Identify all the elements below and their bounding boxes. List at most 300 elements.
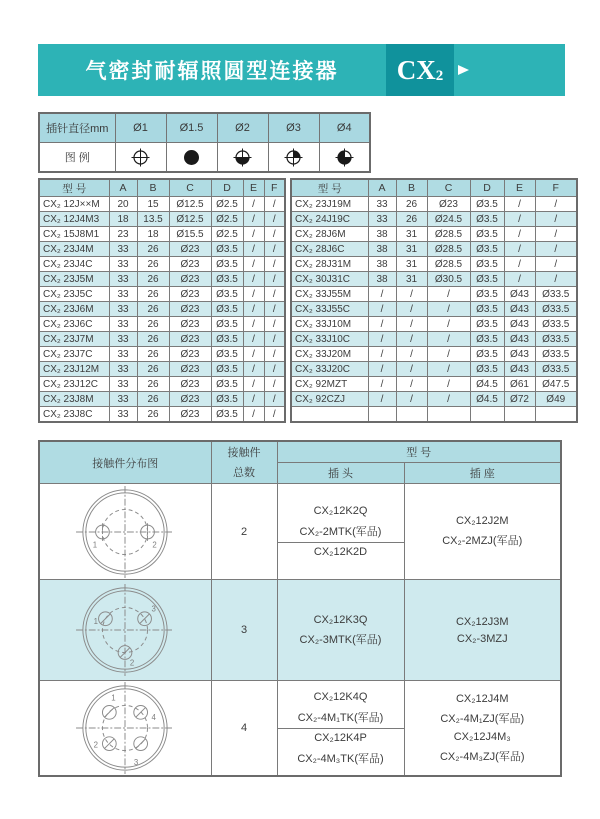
count-header-line2: 总数 [233,466,255,479]
dim-a-cell: 33 [109,302,137,317]
dim-b-cell: 26 [137,257,169,272]
dim-d-cell: Ø3.5 [470,317,504,332]
spec-row [291,317,577,332]
dim-a-cell: 33 [109,347,137,362]
socket-model: CX₂-4M₁ZJ(军品) [440,712,525,725]
dim-b-cell: 26 [396,212,427,227]
spec-table-left [38,178,286,423]
dim-c-cell: Ø23 [169,257,211,272]
dim-e-cell: Ø43 [504,317,535,332]
col-header-model: 型 号 [39,179,109,197]
arrow-right-icon [458,65,469,75]
dim-e-cell: / [243,407,264,423]
dim-c-cell: Ø23 [169,362,211,377]
plug-model: CX₂-3MTK(军品) [299,633,382,646]
dim-f-cell: / [535,212,577,227]
dim-c-cell: Ø23 [169,317,211,332]
dim-d-cell: Ø3.5 [211,362,243,377]
col-header-socket: 插 座 [404,463,561,484]
dim-b-cell: / [396,302,427,317]
dim-e-cell: / [243,287,264,302]
diameter-value: Ø1.5 [166,113,217,143]
plug-model: CX₂12K4P [314,731,367,744]
dim-c-cell: Ø12.5 [169,197,211,212]
socket-model: CX₂-3MZJ [456,632,508,645]
col-header-b: B [396,179,427,197]
dim-e-cell: Ø43 [504,332,535,347]
dim-e-cell: Ø43 [504,302,535,317]
pin-label: 3 [151,604,157,614]
col-header-d: D [211,179,243,197]
dim-d-cell: Ø3.5 [470,242,504,257]
dim-b-cell: 26 [137,302,169,317]
dim-f-cell: / [535,227,577,242]
dim-a-cell: / [368,317,396,332]
dim-b-cell: 26 [137,377,169,392]
dim-c-cell: / [427,362,470,377]
model-cell: CX₂ 92CZJ [291,392,368,407]
dim-f-cell: / [535,197,577,212]
spec-row [291,272,577,287]
dim-c-cell: / [427,332,470,347]
spec-row [39,392,285,407]
dim-b-cell: 26 [137,242,169,257]
model-cell: CX₂ 30J31C [291,272,368,287]
pin-diameter-header-row [39,113,370,143]
dim-f-cell: / [535,242,577,257]
contact-row-3pin [39,580,561,681]
dim-c-cell: Ø23 [169,287,211,302]
dim-d-cell: Ø4.5 [470,377,504,392]
dim-f-cell: Ø33.5 [535,302,577,317]
legend-label: 图 例 [39,143,115,173]
model-cell: CX₂ 23J19M [291,197,368,212]
dim-f-cell: / [264,197,285,212]
plug-model: CX₂-2MTK(军品) [299,526,382,538]
dim-c-cell: Ø12.5 [169,212,211,227]
dim-a-cell: / [368,362,396,377]
dim-c-cell: / [427,347,470,362]
col-header-f: F [535,179,577,197]
dim-e-cell: Ø72 [504,392,535,407]
plug-model: CX₂12K2Q [313,505,368,517]
dim-b-cell: 31 [396,242,427,257]
dim-c-cell: Ø28.5 [427,227,470,242]
dim-e-cell: Ø43 [504,362,535,377]
spec-row [291,392,577,407]
model-cell: CX₂ 23J4M [39,242,109,257]
plug-model: CX₂12K3Q [313,613,368,626]
spec-row [291,332,577,347]
series-subscript: 2 [435,67,444,84]
model-cell: CX₂ 23J6C [39,317,109,332]
pin-diameter-label: 插针直径mm [39,113,115,143]
pin-label: 2 [152,540,158,550]
pin-label: 1 [92,540,98,550]
dim-e-cell: / [504,257,535,272]
col-header-f: F [264,179,285,197]
dim-a-cell: 38 [368,272,396,287]
contact-count: 3 [211,580,277,681]
dim-c-cell: Ø28.5 [427,257,470,272]
crosshair-open-circle-icon [131,148,150,167]
contact-diagram-4pin [66,681,184,775]
model-cell: CX₂ 23J7C [39,347,109,362]
dim-b-cell: 26 [137,347,169,362]
dim-d-cell: Ø3.5 [211,347,243,362]
dim-e-cell: / [243,392,264,407]
dim-a-cell: / [368,392,396,407]
dim-d-cell: Ø3.5 [211,377,243,392]
col-header-e: E [504,179,535,197]
dim-d-cell: Ø2.5 [211,197,243,212]
model-cell: CX₂ 33J20C [291,362,368,377]
dim-d-cell: Ø3.5 [211,287,243,302]
socket-model: CX₂-2MZJ(军品) [442,535,523,547]
legend-row [39,143,370,173]
dim-c-cell: / [427,377,470,392]
diameter-value: Ø4 [319,113,370,143]
model-cell: CX₂ 23J5C [39,287,109,302]
plug-model: CX₂12K4Q [313,690,368,703]
spec-row [39,332,285,347]
page-title: 气密封耐辐照圆型连接器 [85,60,339,83]
spec-row [291,257,577,272]
spec-header-row [39,179,285,197]
contact-row-4pin [39,681,561,777]
dim-f-cell: / [535,257,577,272]
dim-f-cell: Ø33.5 [535,362,577,377]
dim-a-cell: / [368,377,396,392]
dim-d-cell: Ø2.5 [211,227,243,242]
dim-a-cell: 33 [109,362,137,377]
plug-model: CX₂12K2D [313,546,368,558]
dim-b-cell: / [396,377,427,392]
dim-f-cell: Ø47.5 [535,377,577,392]
model-cell: CX₂ 12J××M [39,197,109,212]
spec-row [291,362,577,377]
dim-e-cell: / [243,197,264,212]
dim-f-cell: / [264,362,285,377]
dim-a-cell: 33 [109,407,137,423]
dim-d-cell: Ø3.5 [211,302,243,317]
col-header-e: E [243,179,264,197]
dim-e-cell: / [504,197,535,212]
dim-b-cell: 26 [137,272,169,287]
spec-row [39,197,285,212]
dim-a-cell: / [368,347,396,362]
col-header-b: B [137,179,169,197]
diameter-value: Ø1 [115,113,166,143]
dim-f-cell: / [264,332,285,347]
dim-d-cell: Ø3.5 [211,407,243,423]
dim-d-cell: Ø3.5 [211,392,243,407]
model-cell: CX₂ 33J10M [291,317,368,332]
contact-header-row-1 [39,441,561,463]
dim-e-cell: / [243,332,264,347]
dim-d-cell: Ø3.5 [470,272,504,287]
contact-count: 2 [211,484,277,580]
model-cell: CX₂ 23J8M [39,392,109,407]
dim-c-cell: Ø15.5 [169,227,211,242]
dim-e-cell: Ø43 [504,287,535,302]
dim-a-cell: / [368,302,396,317]
dim-e-cell: / [243,257,264,272]
dim-b-cell: / [396,287,427,302]
dim-c-cell: Ø23 [169,242,211,257]
model-cell: CX₂ 28J31M [291,257,368,272]
pin-label: 2 [130,658,135,668]
dim-c-cell: Ø23 [169,332,211,347]
dim-e-cell: / [243,242,264,257]
dim-d-cell: Ø3.5 [470,257,504,272]
dim-f-cell: / [264,317,285,332]
spec-row [291,242,577,257]
col-header-diagram: 接触件分布图 [39,441,211,484]
dim-c-cell: / [427,317,470,332]
dim-f-cell: / [535,272,577,287]
three-quarter-filled-circle-icon [335,148,354,167]
dim-e-cell: / [243,377,264,392]
dim-b-cell: / [396,332,427,347]
dim-f-cell: / [264,242,285,257]
dim-d-cell: Ø3.5 [470,197,504,212]
solid-circle-icon [182,148,201,167]
model-cell: CX₂ 23J7M [39,332,109,347]
dim-d-cell: Ø3.5 [470,302,504,317]
model-cell: CX₂ 23J12C [39,377,109,392]
dim-c-cell: / [427,287,470,302]
spec-row [39,407,285,423]
dim-b-cell: 26 [137,362,169,377]
model-cell: CX₂ 23J4C [39,257,109,272]
dim-a-cell: 33 [109,332,137,347]
dim-f-cell: / [264,392,285,407]
dim-c-cell: Ø23 [169,272,211,287]
dim-f-cell: / [264,212,285,227]
model-cell: CX₂ 15J8M1 [39,227,109,242]
spec-row [39,302,285,317]
dim-b-cell: 13.5 [137,212,169,227]
dim-a-cell: 33 [109,287,137,302]
model-cell: CX₂ 33J10C [291,332,368,347]
dim-e-cell: Ø43 [504,347,535,362]
dim-b-cell: 31 [396,257,427,272]
pin-label: 3 [134,758,139,768]
dim-e-cell: Ø61 [504,377,535,392]
socket-model: CX₂12J2M [455,515,509,527]
dim-e-cell [504,407,535,423]
dim-e-cell: / [243,347,264,362]
diameter-value: Ø2 [217,113,268,143]
dim-e-cell: / [243,272,264,287]
spec-row [39,257,285,272]
plug-cell-split [278,502,404,561]
dim-f-cell: Ø33.5 [535,332,577,347]
model-cell: CX₂ 24J19C [291,212,368,227]
diameter-value: Ø3 [268,113,319,143]
spec-row [39,317,285,332]
bottom-half-filled-circle-icon [233,148,252,167]
dim-c-cell: Ø23 [169,377,211,392]
col-header-a: A [368,179,396,197]
contact-diagram-3pin [66,583,184,677]
dim-d-cell: Ø3.5 [211,257,243,272]
contact-row-2pin [39,484,561,580]
dim-c-cell: / [427,392,470,407]
spec-row [39,227,285,242]
dim-a-cell: 38 [368,257,396,272]
dim-c-cell: Ø28.5 [427,242,470,257]
header-band [38,44,565,96]
dim-a-cell: 33 [109,392,137,407]
dim-a-cell: / [368,332,396,347]
top-right-quarter-filled-circle-icon [284,148,303,167]
model-cell: CX₂ 23J8C [39,407,109,423]
contact-table [38,440,562,777]
col-header-c: C [427,179,470,197]
spec-row [291,197,577,212]
dim-d-cell: Ø3.5 [470,347,504,362]
dim-b-cell: / [396,347,427,362]
model-cell: CX₂ 12J4M3 [39,212,109,227]
dim-c-cell: Ø24.5 [427,212,470,227]
dim-b-cell: 26 [137,332,169,347]
spec-row [291,377,577,392]
dim-f-cell: / [264,407,285,423]
dim-c-cell: Ø23 [169,407,211,423]
dim-b-cell: 26 [137,317,169,332]
dim-d-cell: Ø4.5 [470,392,504,407]
dim-b-cell: 26 [396,197,427,212]
dim-b-cell: / [396,392,427,407]
dim-a-cell: 33 [368,212,396,227]
dim-b-cell: 26 [137,287,169,302]
model-cell: CX₂ 33J55M [291,287,368,302]
socket-model: CX₂12J4M [455,692,509,705]
dim-e-cell: / [243,227,264,242]
dim-c-cell: Ø23 [169,392,211,407]
dim-e-cell: / [504,212,535,227]
model-cell: CX₂ 33J20M [291,347,368,362]
dim-e-cell: / [504,272,535,287]
col-header-count [211,441,277,484]
contact-count: 4 [211,681,277,777]
spec-row [39,272,285,287]
dim-a-cell: 33 [109,257,137,272]
dim-f-cell: / [264,272,285,287]
col-header-model-group: 型 号 [277,441,561,463]
dim-b-cell: 26 [137,407,169,423]
socket-model: CX₂12J4M₃ [453,730,511,743]
pin-label: 4 [151,713,157,723]
dim-c-cell: Ø30.5 [427,272,470,287]
plug-model: CX₂-4M₃TK(军品) [297,752,384,765]
dim-a-cell: 18 [109,212,137,227]
dim-d-cell [470,407,504,423]
dim-f-cell: / [264,227,285,242]
socket-model: CX₂12J3M [455,615,509,628]
dim-e-cell: / [504,227,535,242]
dim-c-cell: / [427,302,470,317]
dim-e-cell: / [243,362,264,377]
spec-row [291,287,577,302]
spec-row [39,347,285,362]
count-header-line1: 接触件 [227,446,261,459]
pin-label: 1 [111,693,116,703]
dim-b-cell: 31 [396,227,427,242]
spec-row [39,212,285,227]
dim-e-cell: / [243,317,264,332]
spec-row [39,287,285,302]
dim-b-cell [396,407,427,423]
dim-c-cell [427,407,470,423]
dim-a-cell: 33 [368,197,396,212]
plug-cell-split [278,688,404,769]
dim-f-cell: / [264,347,285,362]
dim-d-cell: Ø2.5 [211,212,243,227]
spec-row [39,377,285,392]
dim-a-cell: 20 [109,197,137,212]
dim-a-cell: 38 [368,242,396,257]
dim-b-cell: 26 [137,392,169,407]
contact-diagram-2pin [66,485,184,579]
dim-d-cell: Ø3.5 [211,317,243,332]
series-prefix: CX [396,54,436,85]
dim-d-cell: Ø3.5 [211,272,243,287]
spec-row [291,347,577,362]
spec-row [39,242,285,257]
dim-b-cell: 15 [137,197,169,212]
dim-f-cell: Ø33.5 [535,347,577,362]
col-header-c: C [169,179,211,197]
socket-model: CX₂-4M₃ZJ(军品) [439,750,525,763]
dim-b-cell: / [396,317,427,332]
dim-a-cell: 33 [109,317,137,332]
dim-d-cell: Ø3.5 [470,287,504,302]
col-header-a: A [109,179,137,197]
dim-f-cell: / [264,302,285,317]
spec-row [291,407,577,423]
spec-row [291,212,577,227]
col-header-d: D [470,179,504,197]
model-cell: CX₂ 23J6M [39,302,109,317]
dim-c-cell: Ø23 [169,302,211,317]
dim-c-cell: Ø23 [169,347,211,362]
dim-e-cell: / [243,212,264,227]
dim-e-cell: / [504,242,535,257]
dim-f-cell [535,407,577,423]
spec-row [291,227,577,242]
dim-f-cell: Ø49 [535,392,577,407]
model-cell: CX₂ 33J55C [291,302,368,317]
dim-f-cell: / [264,287,285,302]
dim-a-cell [368,407,396,423]
dim-b-cell: / [396,362,427,377]
model-cell: CX₂ 23J5M [39,272,109,287]
dim-a-cell: 23 [109,227,137,242]
dim-c-cell: Ø23 [427,197,470,212]
dim-b-cell: 31 [396,272,427,287]
pin-diameter-table [38,112,371,173]
model-cell: CX₂ 28J6M [291,227,368,242]
dim-a-cell: 33 [109,377,137,392]
dim-a-cell: 33 [109,272,137,287]
plug-model: CX₂-4M₁TK(军品) [297,711,384,724]
dim-a-cell: / [368,287,396,302]
model-cell: CX₂ 28J6C [291,242,368,257]
col-header-plug: 插 头 [277,463,404,484]
